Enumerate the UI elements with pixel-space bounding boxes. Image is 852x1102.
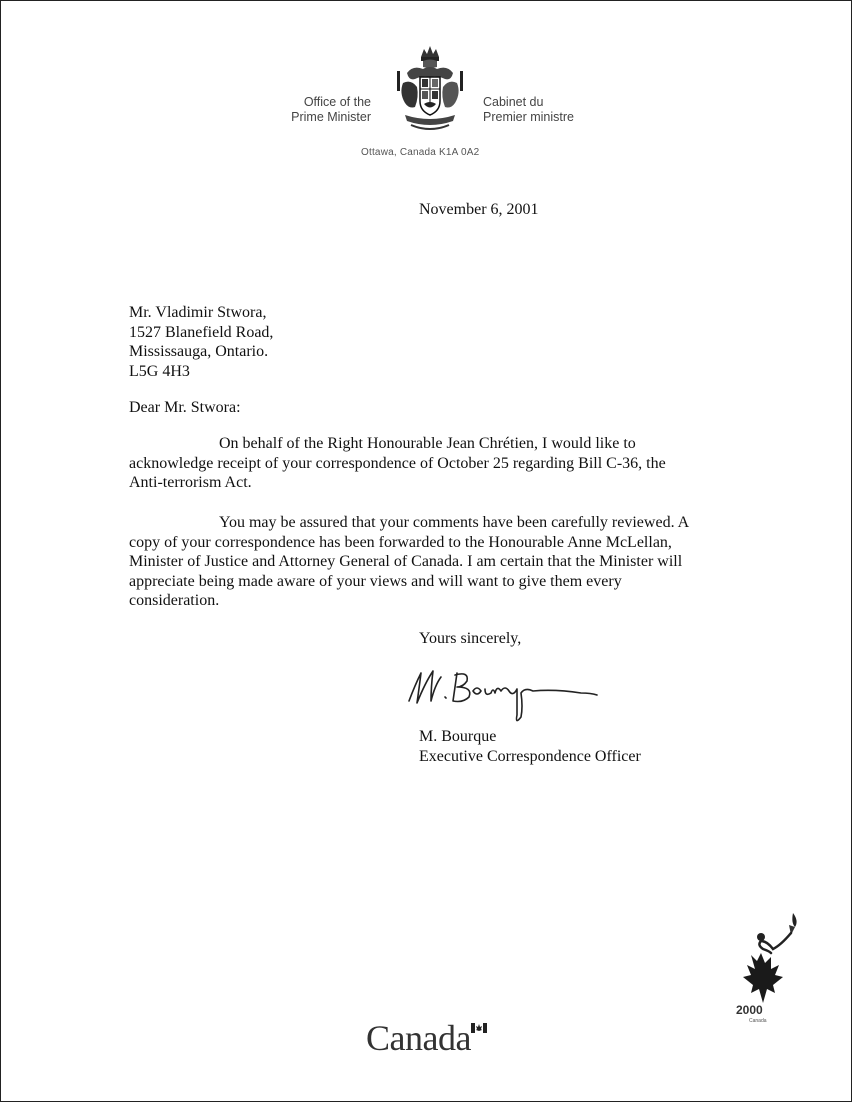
canada-wordmark — [366, 1017, 471, 1059]
recipient-line: Mississauga, Ontario. — [129, 343, 269, 360]
letterhead-left-line1: Office of the — [303, 95, 371, 109]
closing: Yours sincerely, — [419, 630, 522, 647]
coat-of-arms-icon — [393, 43, 467, 135]
logo-sub: Canada — [749, 1018, 767, 1024]
paragraph-line: copy of your correspondence has been forwarded to the Honourable Anne McLellan, — [129, 533, 672, 551]
body-paragraph-2 — [129, 513, 719, 611]
letterhead-left-line2: Prime Minister — [291, 110, 371, 124]
letterhead-address: Ottawa, Canada K1A 0A2 — [361, 147, 480, 158]
canada-flag-icon — [471, 1023, 487, 1033]
paragraph-line: appreciate being made aware of your views and will want to give them every — [129, 572, 622, 590]
recipient-line: L5G 4H3 — [129, 362, 190, 380]
body-paragraph-1 — [129, 434, 719, 493]
paragraph-line: You may be assured that your comments have been carefully reviewed. A — [219, 514, 690, 531]
canada-2000-logo-icon — [731, 911, 803, 1007]
paragraph-line: Anti-terrorism Act. — [129, 474, 252, 491]
handwritten-signature — [405, 663, 615, 729]
letterhead-french — [483, 95, 623, 125]
recipient-address — [129, 303, 273, 381]
recipient-line: 1527 Blanefield Road, — [129, 323, 274, 341]
letterhead-english — [251, 95, 371, 125]
signer-title: Executive Correspondence Officer — [419, 748, 641, 765]
canada-wordmark-text: Canada — [366, 1018, 471, 1058]
paragraph-line: consideration. — [129, 592, 220, 609]
paragraph-line: acknowledge receipt of your correspondence of October 25 regarding Bill C-36, the — [129, 454, 666, 472]
logo-year: 2000 — [736, 1003, 763, 1017]
recipient-line: Mr. Vladimir Stwora, — [129, 304, 267, 321]
paragraph-line: Minister of Justice and Attorney General of Canada. I am certain that the Minister will — [129, 553, 683, 570]
letterhead-right-line1: Cabinet du — [483, 95, 544, 109]
signature-block — [419, 727, 641, 767]
salutation: Dear Mr. Stwora: — [129, 399, 241, 416]
paragraph-line: On behalf of the Right Honourable Jean Chrétien, I would like to — [219, 435, 636, 452]
letterhead-right-line2: Premier ministre — [483, 110, 574, 124]
signer-name: M. Bourque — [419, 728, 497, 745]
letter-date: November 6, 2001 — [419, 201, 539, 218]
